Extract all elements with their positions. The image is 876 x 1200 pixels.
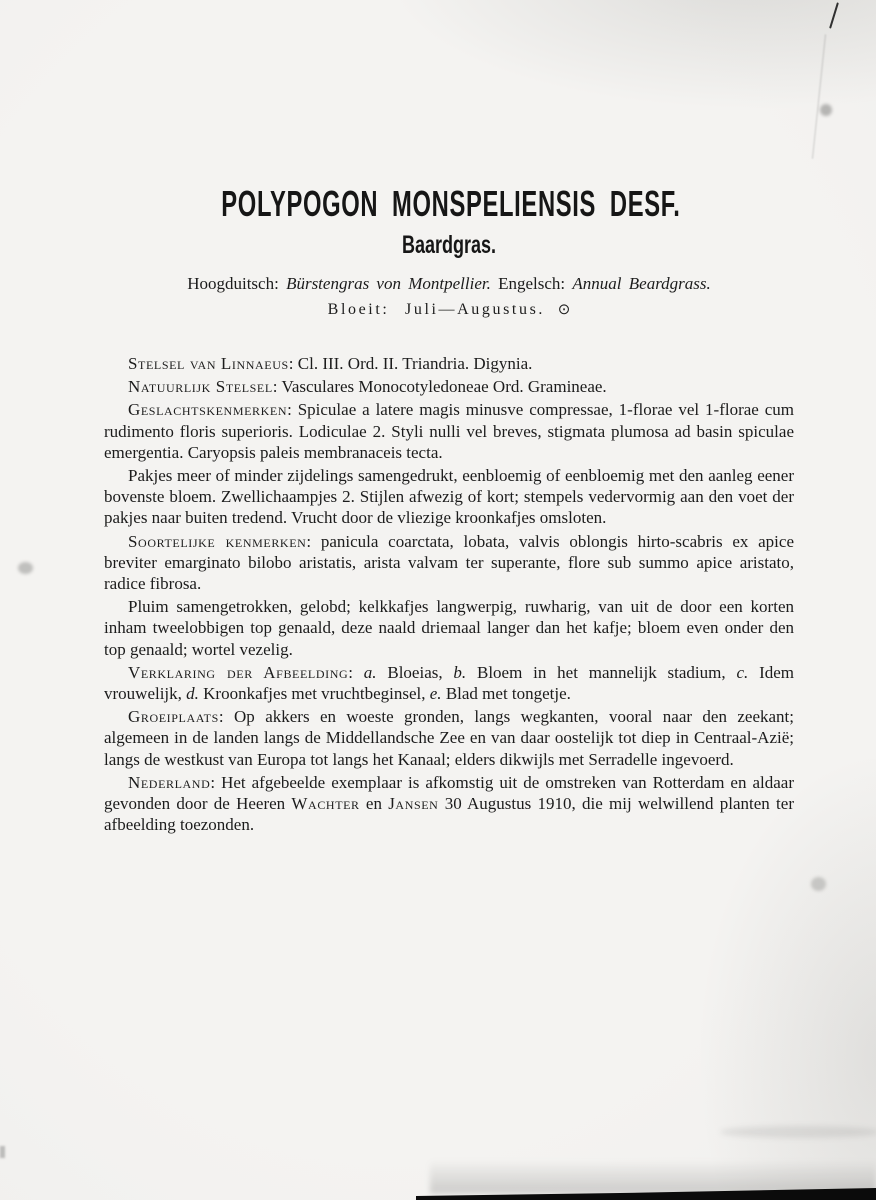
scan-artifact-crease	[811, 34, 826, 158]
scan-artifact-bottom-shadow	[430, 1160, 876, 1194]
scan-artifact-slash	[829, 2, 839, 28]
description-body	[104, 353, 794, 835]
section-soortelijke-kenmerken: Soortelijke kenmerken: panicula coarctata, lobata, valvis oblongis hirto-scabris ex apice breviter emarginato bilobo aristatis, arista valvam ter superante, flore sub summo apice aristato, radice fibrosa.	[104, 531, 794, 594]
section-groeiplaats: Groeiplaats: Op akkers en woeste gronden, langs wegkanten, vooral naar den zeekant; algemeen in de landen langs de Middellandsche Zee en van daar oostelijk tot diep in Centraal-Azië; langs de westkust van Europa tot langs het Kanaal; elders dikwijls met Serradelle ingevoerd.	[104, 707, 794, 769]
bloom-period-line: Bloeit: Juli—Augustus. ⊙	[327, 301, 571, 318]
section-verklaring-der-afbeelding: Verklaring der Afbeelding: a. Bloeias, b. Bloem in het mannelijk stadium, c. Idem vrouwelijk, d. Kroonkafjes met vruchtbeginsel, e. Blad met tongetje.	[104, 662, 794, 704]
printed-text-block	[104, 183, 794, 835]
section-geslachtskenmerken: Geslachtskenmerken: Spiculae a latere magis minusve compressae, 1-florae vel 1-florae cum rudimento floris superioris. Lodiculae 2. Styli nulli vel breves, stigmata plumosa ad basin spiculae emergentia. Caryopsis paleis membranaceis tecta.	[104, 400, 794, 462]
scan-artifact-dot-left	[18, 562, 33, 574]
dutch-common-name: Baardgras.	[401, 231, 497, 259]
foreign-names-line: Hoogduitsch: Bürstengras von Montpellier. Engelsch: Annual Beardgrass.	[187, 274, 711, 293]
page-header	[104, 183, 794, 321]
section-stelsel-van-linnaeus: Stelsel van Linnaeus: Cl. III. Ord. II. Triandria. Digynia.	[128, 354, 533, 373]
annual-plant-symbol-icon: ⊙	[545, 302, 571, 318]
paragraph-pakjes: Pakjes meer of minder zijdelings samengedrukt, eenbloemig of eenbloemig met den aanleg eener bovenste bloem. Zwellichaampjes 2. Stijlen afwezig of kort; stempels vedervormig aan den voet der pakjes naar buiten tredend. Vrucht door de vliezige kroonkafjes omsloten.	[104, 466, 794, 528]
scan-artifact-dot-right	[811, 877, 826, 891]
paragraph-pluim: Pluim samengetrokken, gelobd; kelkkafjes langwerpig, ruwharig, van uit de door een korten inham tweelobbigen top genaald, deze naald driemaal langer dan het kafje; bloem even onder den top genaald; wortel vezelig.	[104, 597, 794, 659]
scan-artifact-bottom-edge	[0, 1182, 876, 1200]
scan-artifact-streak	[720, 1126, 876, 1138]
scan-artifact-dot-top-right	[820, 104, 832, 116]
section-natuurlijk-stelsel: Natuurlijk Stelsel: Vasculares Monocotyledoneae Ord. Gramineae.	[128, 377, 607, 397]
species-title: POLYPOGON MONSPELIENSIS DESF.	[221, 183, 681, 224]
scan-artifact-smudge-bottom-left	[0, 1146, 5, 1158]
section-nederland: Nederland: Het afgebeelde exemplaar is afkomstig uit de omstreken van Rotterdam en aldaar gevonden door de Heeren Wachter en Jansen 30 Augustus 1910, die mij welwillend planten ter afbeelding toezonden.	[104, 772, 794, 835]
